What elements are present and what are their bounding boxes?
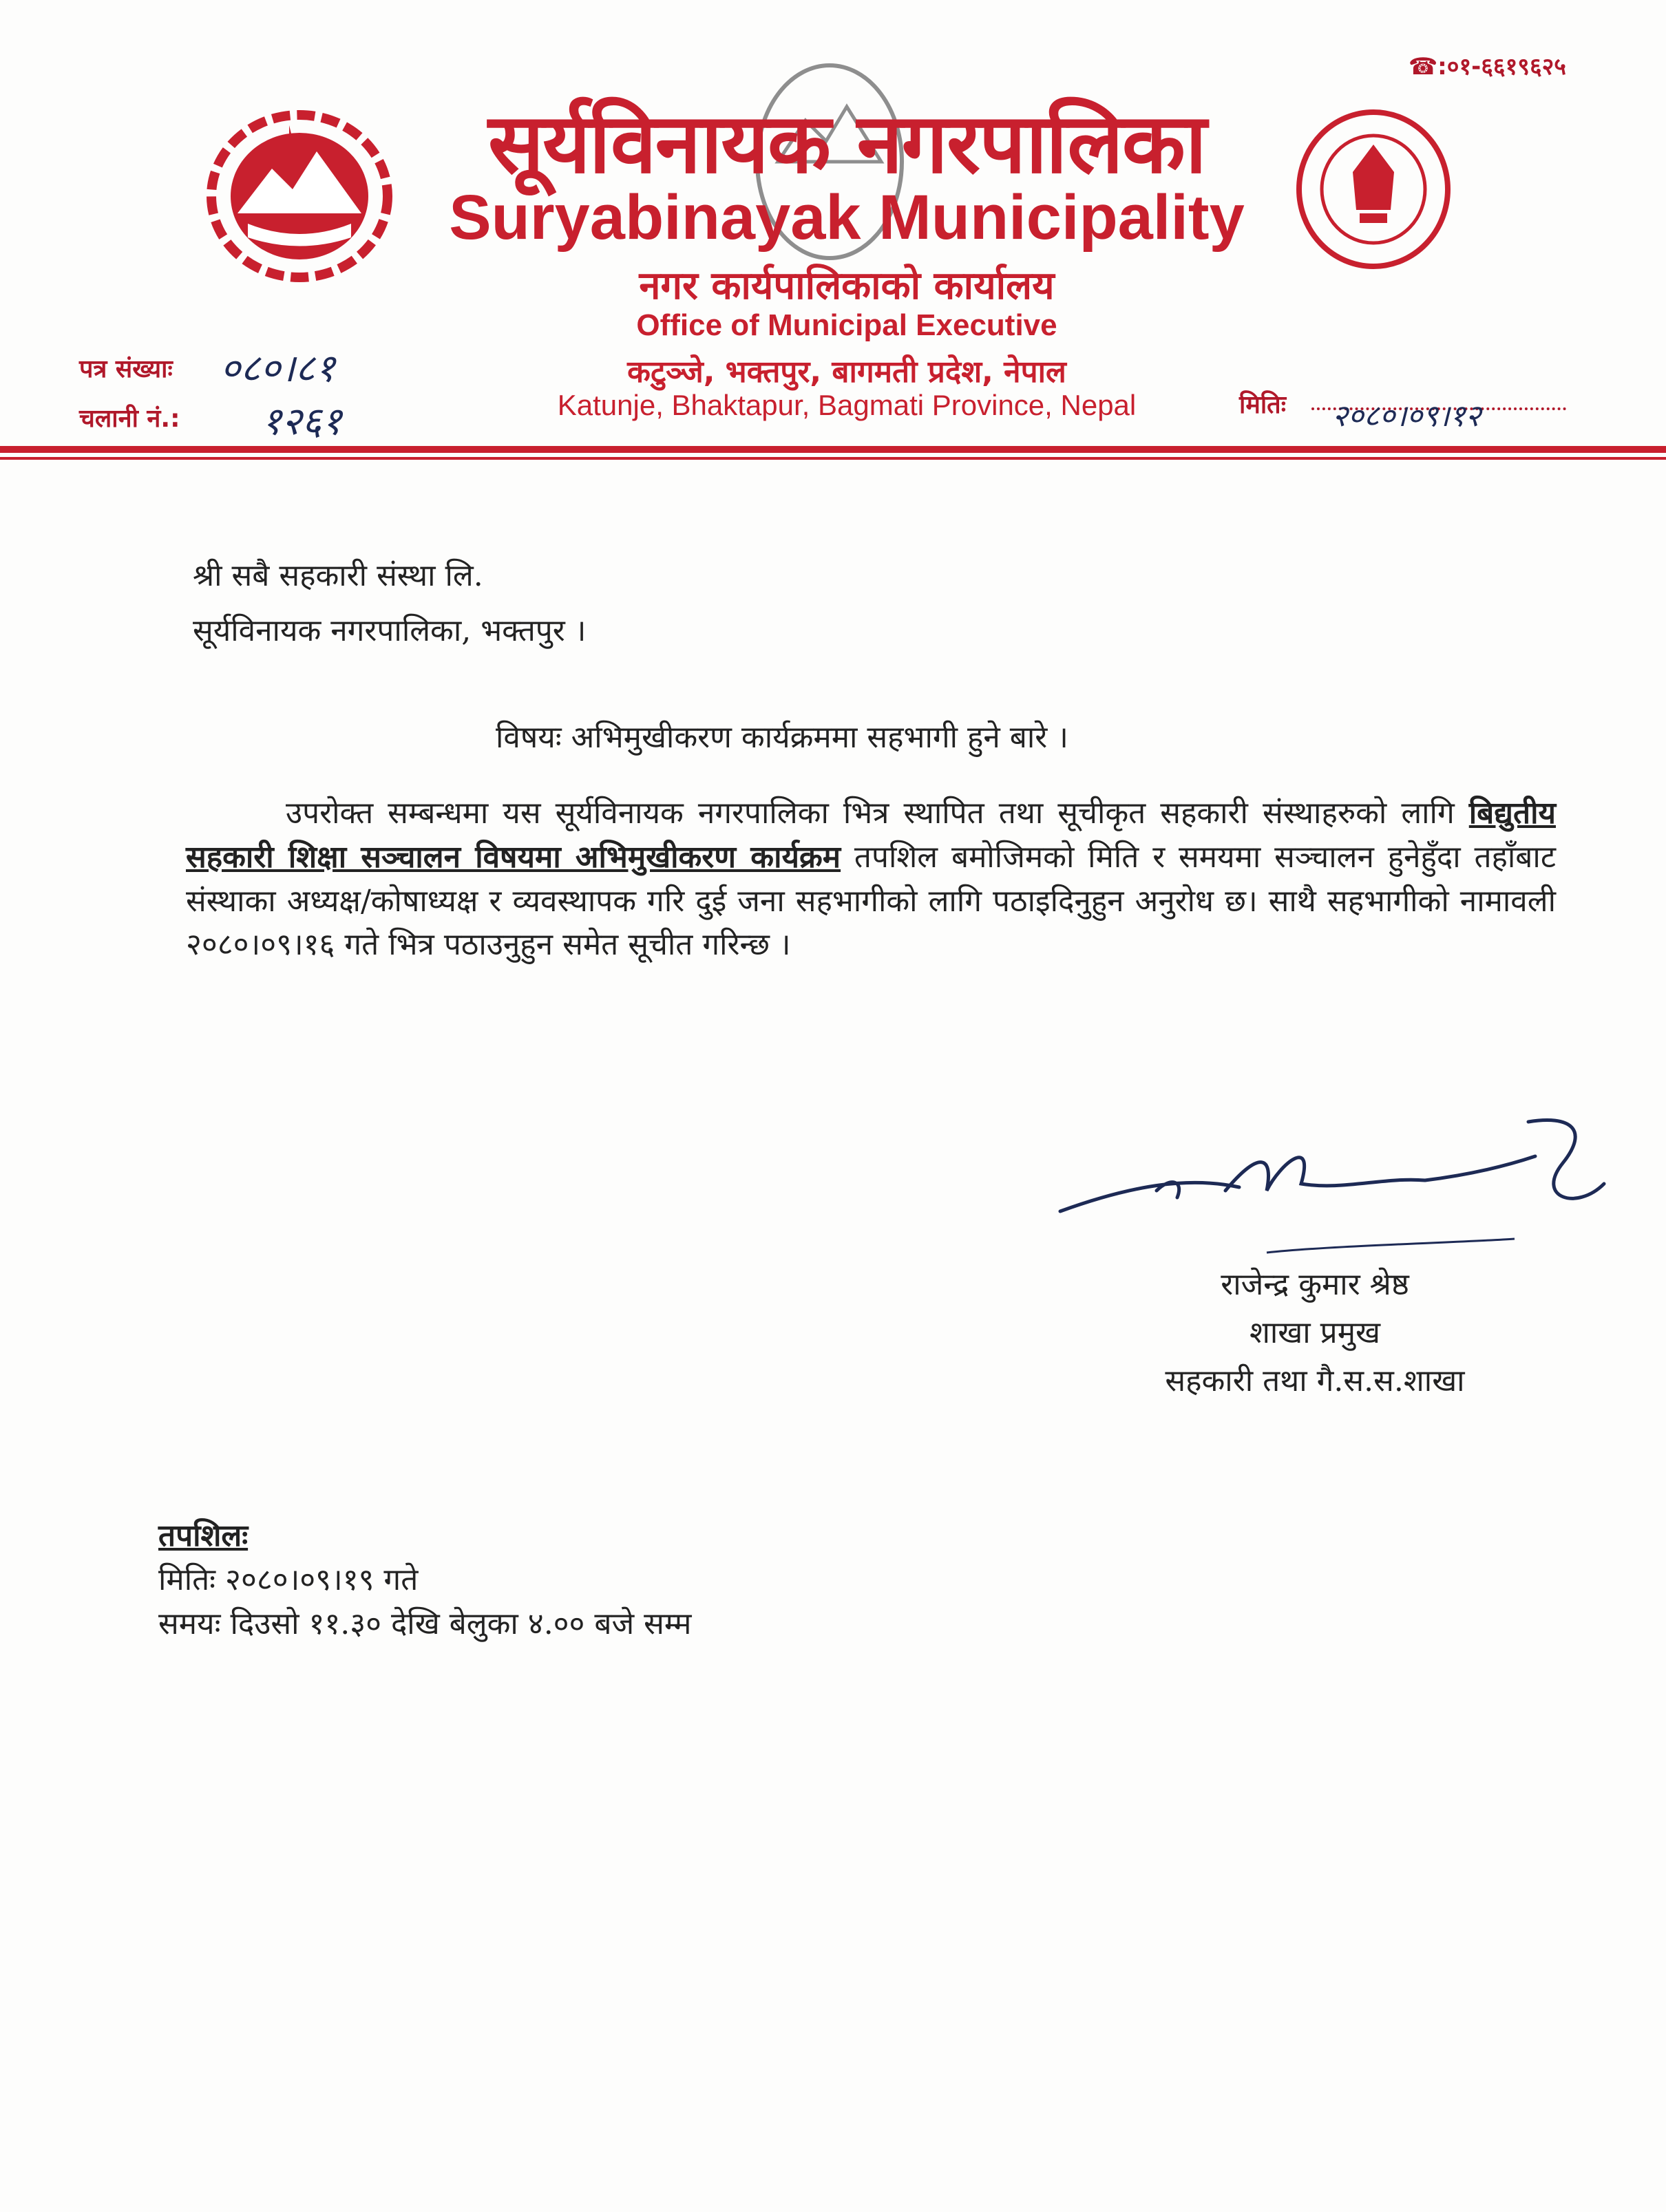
address-nepali: कटुञ्जे, भक्तपुर, बागमती प्रदेश, नेपाल [627, 354, 1066, 390]
subject-line: विषयः अभिमुखीकरण कार्यक्रममा सहभागी हुने बारे । [496, 720, 1068, 755]
municipality-title-nepali: सूर्यविनायक नगरपालिका [488, 96, 1205, 192]
office-title-english: Office of Municipal Executive [636, 308, 1057, 342]
address-english: Katunje, Bhaktapur, Bagmati Province, Nepal [557, 389, 1137, 421]
recipient-line-1: श्री सबै सहकारी संस्था लि. [193, 558, 483, 593]
recipient-line-2: सूर्यविनायक नगरपालिका, भक्तपुर । [193, 613, 587, 648]
patra-sankhya-label: पत्र संख्याः [79, 355, 173, 383]
signatory-block [1088, 1263, 1542, 1407]
schedule-date: मितिः २०८०।०९।१९ गते [158, 1562, 419, 1597]
body-part-1: उपरोक्त सम्बन्धमा यस सूर्यविनायक नगरपालिका भित्र स्थापित तथा सूचीकृत सहकारी संस्थाहरुको लागि [286, 796, 1469, 831]
header-divider-thin [0, 457, 1666, 460]
header-divider [0, 446, 1666, 453]
phone-number: ☎:०१-६६१९६२५ [1408, 53, 1566, 81]
municipality-seal-icon [1294, 107, 1453, 272]
date-label: मितिः [1239, 391, 1286, 419]
office-title-nepali: नगर कार्यपालिकाको कार्यालय [639, 264, 1055, 308]
body-highlight: बिद्युतीय सहकारी शिक्षा सञ्चालन विषयमा अभिमुखीकरण कार्यक्रम [186, 796, 1556, 875]
nepal-emblem-icon [207, 110, 392, 282]
signatory-section: सहकारी तथा गै.स.स.शाखा [1165, 1363, 1465, 1399]
municipality-title-english: Suryabinayak Municipality [449, 182, 1245, 253]
schedule-heading: तपशिलः [158, 1518, 249, 1553]
chalani-label: चलानी नं.: [79, 405, 180, 433]
date-value: २०८०।०९।१२ [1332, 398, 1482, 434]
signatory-name: राजेन्द्र कुमार श्रेष्ठ [1221, 1267, 1409, 1302]
signatory-designation: शाखा प्रमुख [1249, 1315, 1381, 1350]
patra-sankhya-value: ०८०।८१ [220, 346, 335, 391]
schedule-time: समयः दिउसो ११.३० देखि बेलुका ४.०० बजे सम्म [158, 1606, 692, 1641]
body-part-2: तपशिल बमोजिमको मिति र समयमा सञ्चालन हुनेहुँदा तहाँबाट संस्थाका अध्यक्ष/कोषाध्यक्ष र व्यवस्थापक गरि दुई जना सहभागीको लागि पठाइदिनुहुन अनुरोध छ। साथै सहभागीको नामावली २०८०।०९।१६ गते भित्र पठाउनुहुन समेत सूचीत गरिन्छ । [186, 839, 1556, 963]
schedule-block [158, 1514, 691, 1646]
chalani-value: १२६१ [262, 399, 342, 444]
body-paragraph [186, 791, 1556, 967]
signature-icon [1053, 1108, 1659, 1266]
